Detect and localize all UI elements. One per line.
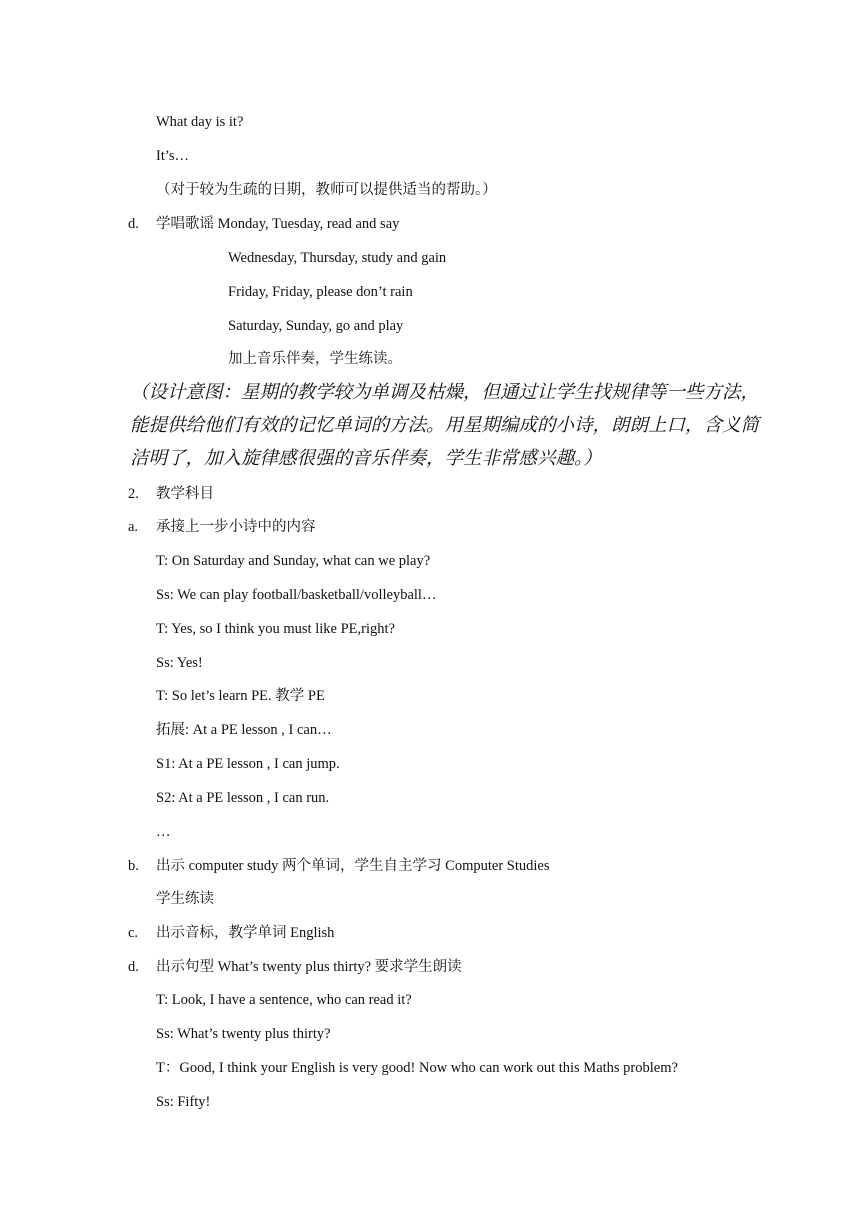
dialogue-line: T: On Saturday and Sunday, what can we play? xyxy=(156,553,431,569)
design-note-line: （设计意图：星期的教学较为单调及枯燥，但通过让学生找规律等一些方法， xyxy=(130,383,760,403)
song-note: 加上音乐伴奏，学生练读。 xyxy=(228,351,402,367)
list-label: b. xyxy=(128,858,139,874)
dialogue-line: Ss: Yes! xyxy=(156,655,203,671)
dialogue-line: Ss: What’s twenty plus thirty? xyxy=(156,1026,331,1042)
dialogue-line: T: Look, I have a sentence, who can read it? xyxy=(156,992,412,1008)
design-intent-note xyxy=(130,377,760,476)
song-line: Wednesday, Thursday, study and gain xyxy=(228,250,447,266)
dialogue-line: T: Yes, so I think you must like PE,right? xyxy=(156,621,395,637)
list-item-text: 学唱歌谣 Monday, Tuesday, read and say xyxy=(156,216,400,232)
list-label: d. xyxy=(128,959,139,975)
dialogue-line: T: So let’s learn PE. 教学 PE xyxy=(156,688,325,704)
dialogue-line: S1: At a PE lesson , I can jump. xyxy=(156,756,340,772)
intro-note: （对于较为生疏的日期，教师可以提供适当的帮助。） xyxy=(156,182,497,198)
section-number: 2. xyxy=(128,486,139,502)
list-label: a. xyxy=(128,519,139,535)
design-note-line: 洁明了，加入旋律感很强的音乐伴奏，学生非常感兴趣。） xyxy=(130,449,602,469)
dialogue-line: S2: At a PE lesson , I can run. xyxy=(156,790,330,806)
list-item-text: 出示音标，教学单词 English xyxy=(156,925,335,941)
list-label: c. xyxy=(128,925,139,941)
intro-line: What day is it? xyxy=(156,114,244,130)
section-title: 教学科目 xyxy=(156,486,214,502)
dialogue-line: Ss: We can play football/basketball/volleyball… xyxy=(156,587,437,603)
list-item-text: 出示 computer study 两个单词，学生自主学习 Computer Studies xyxy=(156,858,550,874)
dialogue-line: Ss: Fifty! xyxy=(156,1094,211,1110)
list-label: d. xyxy=(128,216,139,232)
intro-line: It’s… xyxy=(156,148,190,164)
list-item-text: 承接上一步小诗中的内容 xyxy=(156,519,316,535)
design-note-line: 能提供给他们有效的记忆单词的方法。用星期编成的小诗，朗朗上口，含义简 xyxy=(130,416,760,436)
ellipsis-line: … xyxy=(156,824,171,840)
dialogue-line: 学生练读 xyxy=(156,891,214,907)
song-line: Friday, Friday, please don’t rain xyxy=(228,284,413,300)
list-item-text: 出示句型 What’s twenty plus thirty? 要求学生朗读 xyxy=(156,959,462,975)
dialogue-line: 拓展: At a PE lesson , I can… xyxy=(156,722,332,738)
song-line: Saturday, Sunday, go and play xyxy=(228,318,404,334)
dialogue-line: T：Good, I think your English is very good! Now who can work out this Maths problem? xyxy=(156,1060,678,1076)
